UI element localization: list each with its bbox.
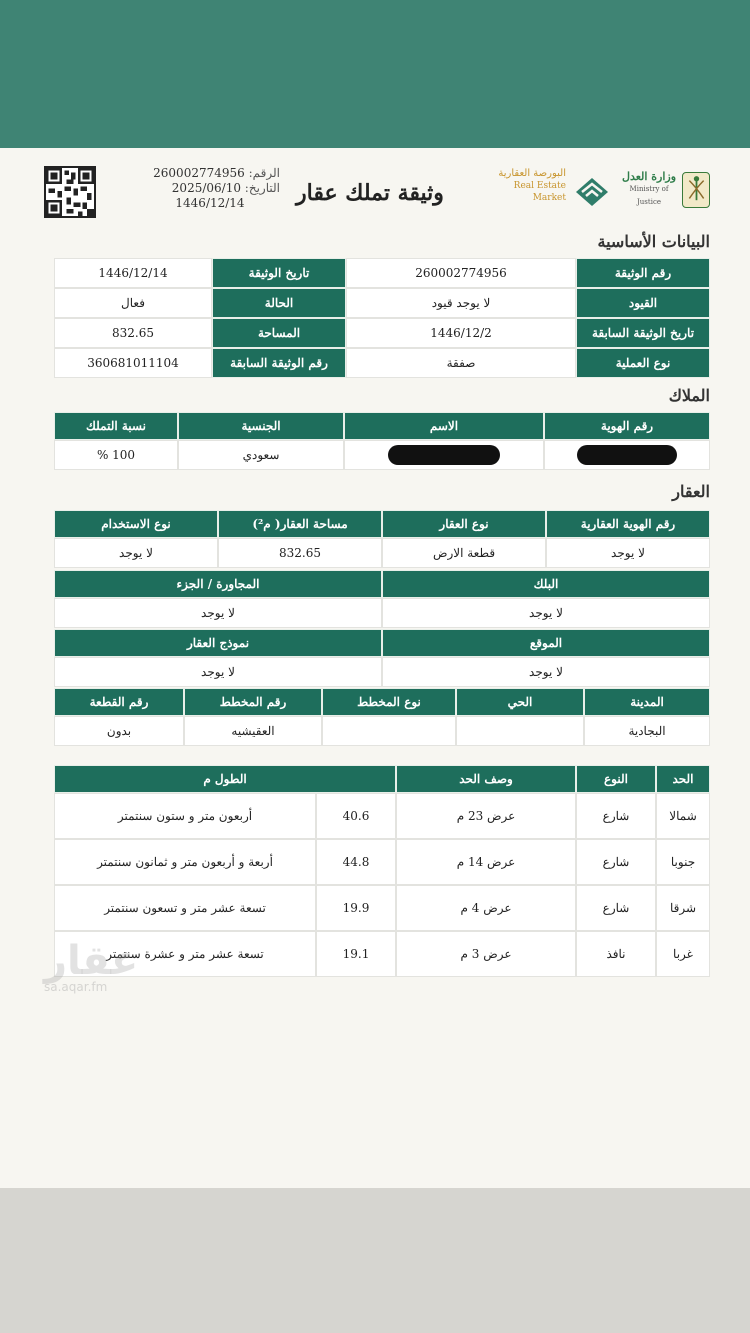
number-label: الرقم: [248,166,280,180]
date-label: التاريخ: [244,181,280,195]
owner-id-redacted [544,440,710,470]
bottom-band [0,1188,750,1333]
document-header [0,160,750,222]
owner-name-redacted [344,440,544,470]
aqar-watermark [44,938,138,994]
basic-value: 832.65 [54,318,212,348]
document-date-gregorian: 2025/06/10 [171,181,241,195]
border-length-text: تسعة عشر متر و عشرة سنتمتر [54,931,316,977]
ministry-of-justice-logo [618,170,680,209]
saudi-emblem-icon [682,172,710,208]
basic-label: تاريخ الوثيقة السابقة [576,318,710,348]
property-header-plot-number: رقم القطعة [54,688,184,716]
property-header-district: الحي [456,688,584,716]
border-length-text: أربعة و أربعون متر و ثمانون سنتمتر [54,839,316,885]
property-table-block [54,570,710,628]
basic-value: فعال [54,288,212,318]
property-table-main [54,510,710,568]
property-type: قطعة الارض [382,538,546,568]
owners-title: الملاك [668,386,710,405]
property-header-plan-type: نوع المخطط [322,688,456,716]
basic-value: 1446/12/14 [54,258,212,288]
border-type: شارع [576,839,656,885]
logo-moj-en: Ministry of Justice [629,185,669,206]
basic-value: لا يوجد قيود [346,288,576,318]
watermark-sub: sa.aqar.fm [44,980,108,994]
property-header-neighbor: المجاورة / الجزء [54,570,382,598]
property-area: 832.65 [218,538,382,568]
basic-label: تاريخ الوثيقة [212,258,346,288]
borders-table [54,765,710,977]
owner-nationality: سعودي [178,440,344,470]
border-type: شارع [576,885,656,931]
owners-header-share: نسبة التملك [54,412,178,440]
border-desc: عرض 14 م [396,839,576,885]
owners-table [54,412,710,470]
property-plan-type [322,716,456,746]
property-header-city: المدينة [584,688,710,716]
property-model: لا يوجد [54,657,382,687]
property-header-model: نموذج العقار [54,629,382,657]
borders-header-desc: وصف الحد [396,765,576,793]
border-side: شمالا [656,793,710,839]
basic-label: نوع العملية [576,348,710,378]
property-header-type: نوع العقار [382,510,546,538]
property-usage: لا يوجد [54,538,218,568]
basic-value: 1446/12/2 [346,318,576,348]
border-desc: عرض 4 م [396,885,576,931]
property-location: لا يوجد [382,657,710,687]
basic-label: المساحة [212,318,346,348]
basic-info-table [54,258,710,378]
border-type: شارع [576,793,656,839]
border-desc: عرض 3 م [396,931,576,977]
border-type: نافذ [576,931,656,977]
property-plan-number: العقيشيه [184,716,322,746]
owners-header-nationality: الجنسية [178,412,344,440]
logo-market-ar: البورصة العقارية [498,168,566,179]
borders-header-side: الحد [656,765,710,793]
logo-moj-ar: وزارة العدل [621,170,677,183]
property-district [456,716,584,746]
owner-share: 100 % [54,440,178,470]
basic-value: 260002774956 [346,258,576,288]
property-header-block: البلك [382,570,710,598]
property-header-location: الموقع [382,629,710,657]
property-header-plan-number: رقم المخطط [184,688,322,716]
property-table-location [54,629,710,687]
basic-info-title: البيانات الأساسية [597,232,710,251]
property-neighbor: لا يوجد [54,598,382,628]
qr-code-icon[interactable] [44,166,96,218]
property-city: البجادية [584,716,710,746]
basic-label: رقم الوثيقة السابقة [212,348,346,378]
border-length: 40.6 [316,793,396,839]
real-estate-market-logo [486,168,566,204]
border-length-text: أربعون متر و ستون سنتمتر [54,793,316,839]
page-title: وثيقة تملك عقار [296,180,444,206]
property-title: العقار [672,482,710,501]
basic-label: رقم الوثيقة [576,258,710,288]
border-length: 19.1 [316,931,396,977]
document-meta [140,166,280,211]
document-number: 260002774956 [153,166,245,180]
borders-header-length: الطول م [54,765,396,793]
property-real-estate-id: لا يوجد [546,538,710,568]
property-header-usage: نوع الاستخدام [54,510,218,538]
basic-label: الحالة [212,288,346,318]
owners-header-id: رقم الهوية [544,412,710,440]
logo-market-en: Real Estate Market [513,181,566,203]
basic-value: صفقة [346,348,576,378]
property-table-city [54,688,710,746]
border-length-text: تسعة عشر متر و تسعون سنتمتر [54,885,316,931]
owners-header-name: الاسم [344,412,544,440]
property-plot-number: بدون [54,716,184,746]
basic-value: 360681011104 [54,348,212,378]
basic-label: القيود [576,288,710,318]
border-length: 19.9 [316,885,396,931]
document-date-hijri: 1446/12/14 [175,196,245,210]
market-pyramid-icon [572,170,612,210]
property-header-real-estate-id: رقم الهوية العقارية [546,510,710,538]
border-side: غربا [656,931,710,977]
border-desc: عرض 23 م [396,793,576,839]
redaction-bar [577,445,677,465]
border-side: شرقا [656,885,710,931]
redaction-bar [388,445,500,465]
property-block: لا يوجد [382,598,710,628]
property-header-area: مساحة العقار( م²) [218,510,382,538]
watermark-main: عقار [44,938,139,984]
top-band [0,0,750,148]
document-page [0,148,750,1188]
border-length: 44.8 [316,839,396,885]
border-side: جنوبا [656,839,710,885]
borders-header-type: النوع [576,765,656,793]
